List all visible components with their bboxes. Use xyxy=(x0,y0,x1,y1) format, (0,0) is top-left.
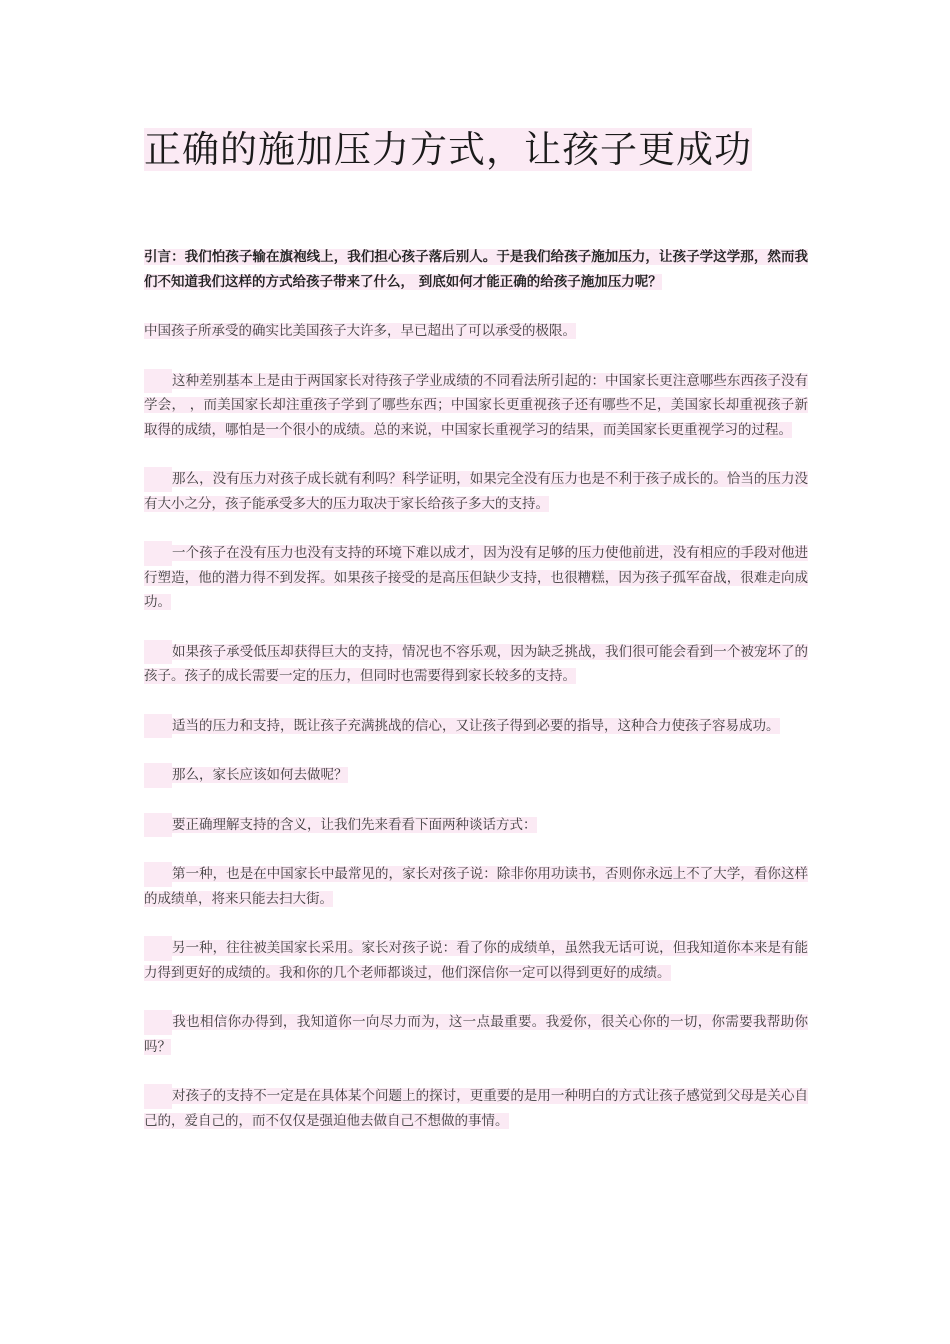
document-title xyxy=(144,126,752,174)
body-paragraph-10 xyxy=(144,936,808,985)
body-paragraph-9 xyxy=(144,862,808,911)
paragraph-text: 那么，没有压力对孩子成长就有利吗？科学证明，如果完全没有压力也是不利于孩子成长的。恰当的压力没有大小之分，孩子能承受多大的压力取决于家长给孩子多大的支持。 xyxy=(144,471,808,512)
paragraph-indent xyxy=(144,862,172,887)
body-paragraph-4 xyxy=(144,541,808,615)
paragraph-text: 我也相信你办得到，我知道你一向尽力而为，这一点最重要。我爱你，很关心你的一切，你需要我帮助你吗？ xyxy=(144,1014,808,1055)
paragraph-text: 对孩子的支持不一定是在具体某个问题上的探讨，更重要的是用一种明白的方式让孩子感觉到父母是关心自己的，爱自己的，而不仅仅是强迫他去做自己不想做的事情。 xyxy=(144,1088,808,1129)
body-paragraph-7 xyxy=(144,763,808,788)
body-paragraph-3 xyxy=(144,467,808,516)
intro-text: 引言：我们怕孩子输在旗袍线上，我们担心孩子落后别人。于是我们给孩子施加压力，让孩子学这学那，然而我们不知道我们这样的方式给孩子带来了什么， 到底如何才能正确的给孩子施加压力呢？ xyxy=(144,249,808,290)
paragraph-indent xyxy=(144,541,172,566)
paragraph-text: 适当的压力和支持，既让孩子充满挑战的信心，又让孩子得到必要的指导，这种合力使孩子容易成功。 xyxy=(172,717,780,734)
paragraph-text: 这种差别基本上是由于两国家长对待孩子学业成绩的不同看法所引起的：中国家长更注意哪些东西孩子没有学会， ，而美国家长却注重孩子学到了哪些东西；中国家长更重视孩子还有哪些不足，美国家长却重视孩子新取得的成绩，哪怕是一个很小的成绩。总的来说，中国家长重视学习的结果，而美国家长更重视学习的过程。 xyxy=(144,372,808,438)
paragraph-indent xyxy=(144,936,172,961)
paragraph-indent xyxy=(144,1010,172,1035)
document-body xyxy=(144,245,808,1158)
paragraph-indent xyxy=(144,640,172,665)
body-paragraph-11 xyxy=(144,1010,808,1059)
body-paragraph-12 xyxy=(144,1084,808,1133)
paragraph-text: 那么，家长应该如何去做呢？ xyxy=(172,767,348,783)
body-paragraph-1 xyxy=(144,319,808,344)
document-title-text: 正确的施加压力方式，让孩子更成功 xyxy=(144,128,752,171)
paragraph-text: 第一种，也是在中国家长中最常见的，家长对孩子说：除非你用功读书，否则你永远上不了大学，看你这样的成绩单，将来只能去扫大街。 xyxy=(144,866,808,907)
paragraph-text: 如果孩子承受低压却获得巨大的支持，情况也不容乐观，因为缺乏挑战，我们很可能会看到一个被宠坏了的孩子。孩子的成长需要一定的压力，但同时也需要得到家长较多的支持。 xyxy=(144,643,808,684)
paragraph-text: 另一种，往往被美国家长采用。家长对孩子说：看了你的成绩单，虽然我无话可说，但我知道你本来是有能力得到更好的成绩的。我和你的几个老师都谈过，他们深信你一定可以得到更好的成绩。 xyxy=(144,940,808,981)
paragraph-indent xyxy=(144,1084,172,1109)
paragraph-text: 中国孩子所承受的确实比美国孩子大许多，早已超出了可以承受的极限。 xyxy=(144,323,576,339)
body-paragraph-2 xyxy=(144,369,808,443)
paragraph-indent xyxy=(144,369,172,394)
body-paragraph-5 xyxy=(144,640,808,689)
paragraph-indent xyxy=(144,467,172,492)
paragraph-text: 一个孩子在没有压力也没有支持的环境下难以成才，因为没有足够的压力使他前进，没有相应的手段对他进行塑造，他的潜力得不到发挥。如果孩子接受的是高压但缺少支持，也很糟糕，因为孩子孤军奋战，很难走向成功。 xyxy=(144,545,808,610)
paragraph-text: 要正确理解支持的含义，让我们先来看看下面两种谈话方式： xyxy=(172,816,537,833)
paragraph-indent xyxy=(144,714,172,739)
paragraph-indent xyxy=(144,763,172,788)
paragraph-indent xyxy=(144,813,172,838)
body-paragraph-6 xyxy=(144,714,808,739)
body-paragraph-8 xyxy=(144,813,808,838)
intro-paragraph xyxy=(144,245,808,294)
